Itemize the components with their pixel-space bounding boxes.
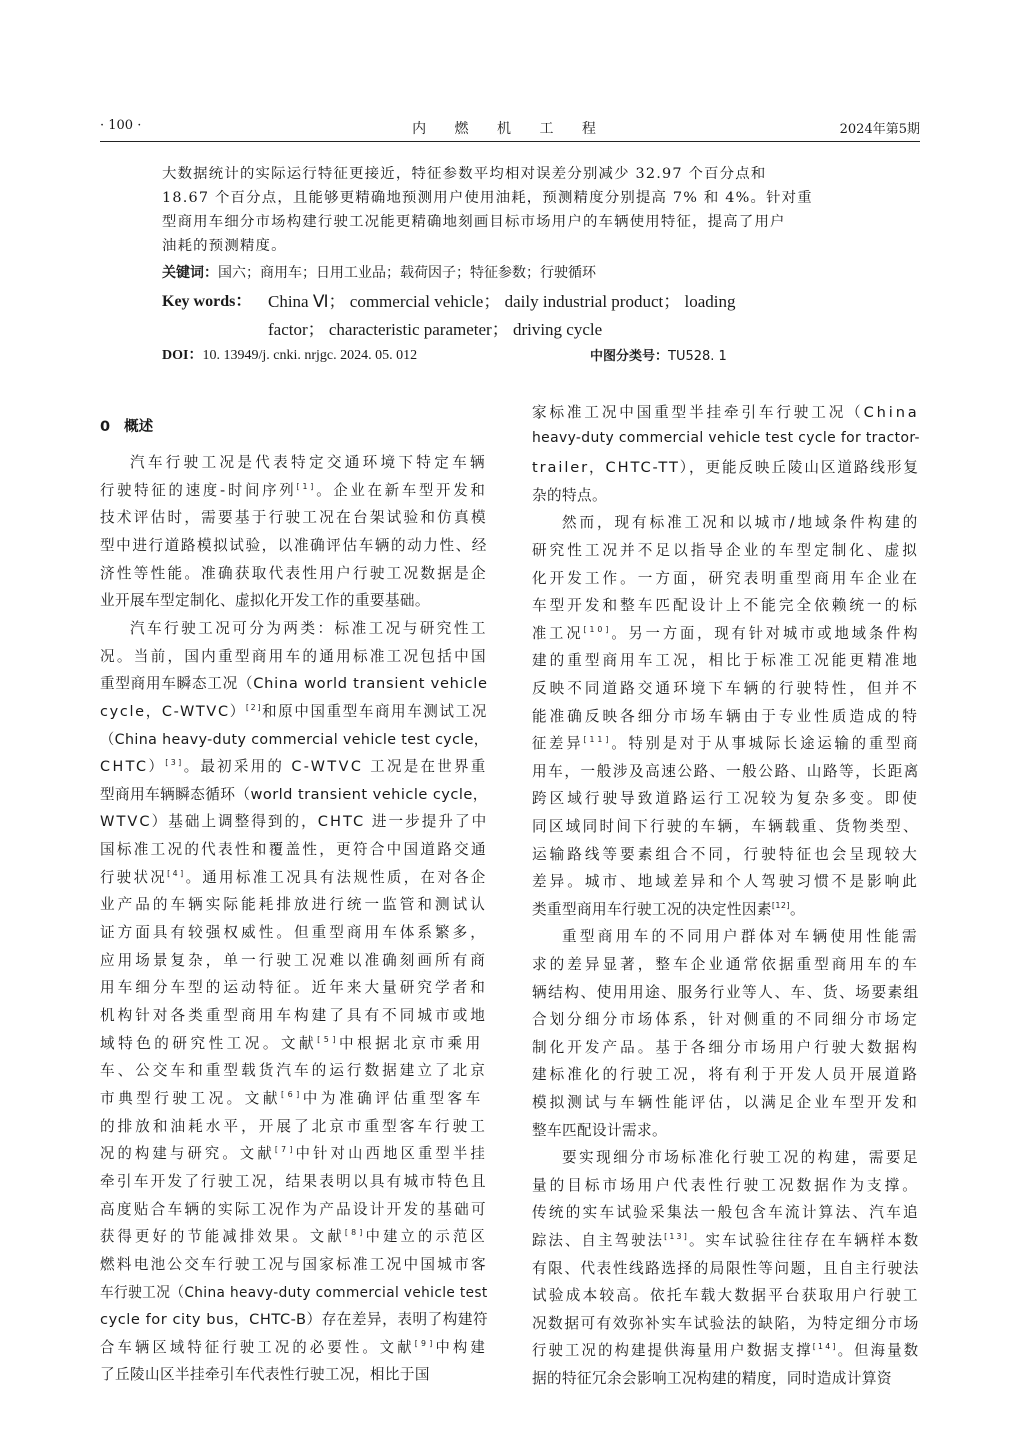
- body-line: 能准确反映各细分市场车辆由于专业性质造成的特: [532, 707, 920, 725]
- body-line: 反映不同道路交通环境下车辆的行驶特性，但并不: [532, 680, 920, 697]
- body-line: 型中进行道路模拟试验，以准确评估车辆的动力性、经: [100, 536, 488, 554]
- body-line: 型商用车辆瞬态循环（world transient vehicle cycle，: [100, 785, 488, 803]
- keywords-zh: [162, 262, 596, 282]
- body-line: 汽车行驶工况是代表特定交通环境下特定车辆: [130, 454, 488, 471]
- keywords-zh-label: 关键词：: [162, 265, 218, 281]
- issue-label: 2024年第5期: [839, 122, 920, 137]
- body-line: 跨区域行驶导致道路运行工况较为复杂多变。即使: [532, 790, 920, 808]
- keywords-en-line1: China Ⅵ； commercial vehicle； daily industrial product； loading: [268, 292, 736, 311]
- body-line: 技术评估时，需要基于行驶工况在台架试验和仿真模: [100, 509, 488, 527]
- body-line: （China heavy-duty commercial vehicle test cycle，: [100, 730, 489, 748]
- body-line: 证方面具有较强权威性。但重型商用车体系繁多，: [100, 924, 488, 942]
- body-line: 类重型商用车行驶工况的决定性因素[12]。: [532, 900, 805, 918]
- body-line: 整车匹配设计需求。: [532, 1121, 667, 1139]
- section-title: 概述: [124, 419, 154, 435]
- body-line: 行驶工况的构建提供海量用户数据支撑[14]。但海量数: [532, 1342, 921, 1360]
- body-line: 况的构建与研究。文献[7]中针对山西地区重型半挂: [100, 1145, 489, 1163]
- body-line: 用车，一般涉及高速公路、一般公路、山路等，长距离: [532, 762, 920, 780]
- body-line: 运输路线等要素组合不同，行驶特征也会呈现较大: [532, 845, 920, 863]
- body-line: 建的重型商用车工况，相比于标准工况能更精准地: [532, 652, 920, 670]
- body-line: 化开发工作。一方面，研究表明重型商用车企业在: [532, 569, 920, 587]
- body-line: 要实现细分市场标准化行驶工况的构建，需要足: [562, 1149, 920, 1167]
- body-line: 重型商用车瞬态工况（China world transient vehicle: [100, 675, 488, 693]
- header-rule: [100, 141, 920, 142]
- body-line: 市典型行驶工况。文献[6]中为准确评估重型客车: [100, 1089, 484, 1107]
- body-line: 的排放和油耗水平，开展了北京市重型客车行驶工: [100, 1117, 488, 1135]
- body-line: 用车细分车型的运动特征。近年来大量研究学者和: [100, 979, 488, 997]
- body-line: 征差异[11]。特别是对于从事城际长途运输的重型商: [532, 735, 921, 753]
- body-line: 准工况[10]。另一方面，现有针对城市或地域条件构: [532, 624, 921, 642]
- body-line: 然而，现有标准工况和以城市/地域条件构建的: [562, 514, 921, 532]
- body-line: cycle，C-WTVC）[2]和原中国重型车商用车测试工况: [100, 702, 488, 720]
- body-line: 差异。城市、地域差异和个人驾驶习惯不是影响此: [532, 873, 920, 891]
- body-line: 车行驶工况（China heavy-duty commercial vehicle test: [100, 1283, 488, 1301]
- body-line: 车型开发和整车匹配设计上不能完全依赖统一的标: [532, 597, 920, 615]
- body-line: 国标准工况的代表性和覆盖性，更符合中国道路交通: [100, 841, 488, 859]
- body-line: 机构针对各类重型商用车构建了具有不同城市或地: [100, 1007, 488, 1024]
- body-line: 业开展车型定制化、虚拟化开发工作的重要基础。: [100, 592, 430, 610]
- section-heading: [100, 415, 153, 436]
- abstract-line: 油耗的预测精度。: [162, 238, 287, 254]
- keywords-en-line2: factor； characteristic parameter； driving cycle: [268, 320, 603, 339]
- page-number: · 100 ·: [100, 118, 142, 133]
- body-line: 试验成本较高。依托车载大数据平台获取用户行驶工: [532, 1287, 920, 1305]
- doi-label: DOI：: [162, 348, 203, 363]
- body-line: 合划分细分市场体系，针对侧重的不同细分市场定: [532, 1011, 920, 1029]
- body-line: 了丘陵山区半挂牵引车代表性行驶工况，相比于国: [100, 1366, 430, 1384]
- body-line: 求的差异显著，整车企业通常依据重型商用车的车: [532, 956, 920, 973]
- doi-value: 10. 13949/j. cnki. nrjgc. 2024. 05. 012: [202, 348, 418, 363]
- doi: [162, 344, 417, 364]
- body-line: WTVC）基础上调整得到的，CHTC 进一步提升了中: [100, 813, 489, 831]
- body-line: 业产品的车辆实际能耗排放进行统一监管和测试认: [100, 896, 488, 914]
- abstract-line: 大数据统计的实际运行特征更接近，特征参数平均相对误差分别减少 32.97 个百分点和: [162, 166, 767, 182]
- keywords-zh-text: 国六；商用车；日用工业品；载荷因子；特征参数；行驶循环: [218, 265, 596, 281]
- abstract-line: 18.67 个百分点，且能够更精确地预测用户使用油耗，预测精度分别提高 7% 和 4%。针对重: [162, 190, 813, 206]
- body-line: 传统的实车试验采集法一般包含车流计算法、汽车追: [532, 1204, 920, 1222]
- body-line: 高度贴合车辆的实际工况作为产品设计开发的基础可: [100, 1200, 488, 1218]
- clc-number: [590, 345, 727, 364]
- body-line: 研究性工况并不足以指导企业的车型定制化、虚拟: [532, 542, 920, 559]
- body-line: 同区域同时间下行驶的车辆，车辆载重、货物类型、: [532, 818, 920, 835]
- body-line: trailer，CHTC-TT），更能反映丘陵山区道路线形复: [532, 459, 920, 477]
- body-line: 重型商用车的不同用户群体对车辆使用性能需: [562, 928, 920, 946]
- running-header: [100, 118, 920, 138]
- body-line: cycle for city bus，CHTC-B）存在差异，表明了构建符: [100, 1311, 489, 1329]
- clc-value: TU528. 1: [668, 349, 727, 364]
- body-line: 据的特征冗余会影响工况构建的精度，同时造成计算资: [532, 1370, 892, 1387]
- body-line: 况。当前，国内重型商用车的通用标准工况包括中国: [100, 647, 488, 665]
- body-line: 获得更好的节能减排效果。文献[8]中建立的示范区: [100, 1228, 489, 1246]
- body-line: 行驶特征的速度-时间序列[1]。企业在新车型开发和: [100, 481, 488, 499]
- body-line: 车、公交车和重型载货汽车的运行数据建立了北京: [100, 1062, 488, 1080]
- body-line: 行驶状况[4]。通用标准工况具有法规性质，在对各企: [100, 868, 488, 886]
- body-line: CHTC）[3]。最初采用的 C-WTVC 工况是在世界重: [100, 758, 488, 776]
- body-line: 家标准工况中国重型半挂牵引车行驶工况（China: [532, 404, 920, 421]
- body-line: 制化开发产品。基于各细分市场用户行驶大数据构: [532, 1038, 920, 1056]
- body-line: 牵引车开发了行驶工况，结果表明以具有城市特色且: [100, 1172, 488, 1190]
- body-line: 域特色的研究性工况。文献[5]中根据北京市乘用: [100, 1034, 484, 1052]
- keywords-en-label: Key words：: [162, 293, 252, 310]
- body-line: 模拟测试与车辆性能评估，以满足企业车型开发和: [532, 1094, 920, 1111]
- body-line: 燃料电池公交车行驶工况与国家标准工况中国城市客: [100, 1255, 488, 1273]
- clc-label: 中图分类号：: [590, 349, 669, 364]
- body-line: 踪法、自主驾驶法[13]。实车试验往往存在车辆样本数: [532, 1232, 921, 1249]
- section-number: 0: [100, 419, 111, 435]
- body-line: heavy-duty commercial vehicle test cycle for tractor-: [532, 428, 920, 446]
- body-line: 况数据可有效弥补实车试验法的缺陷，为特定细分市场: [532, 1314, 920, 1332]
- body-line: 合车辆区域特征行驶工况的必要性。文献[9]中构建: [100, 1338, 489, 1356]
- body-line: 量的目标市场用户代表性行驶工况数据作为支撑。: [532, 1176, 920, 1194]
- abstract-line: 型商用车细分市场构建行驶工况能更精确地刻画目标市场用户的车辆使用特征，提高了用户: [162, 214, 786, 230]
- body-line: 有限、代表性线路选择的局限性等问题，且自主行驶法: [532, 1259, 920, 1277]
- body-line: 应用场景复杂，单一行驶工况难以准确刻画所有商: [100, 951, 488, 969]
- body-line: 杂的特点。: [532, 486, 607, 504]
- body-line: 辆结构、使用用途、服务行业等人、车、货、场要素组: [532, 983, 920, 1001]
- body-line: 济性等性能。准确获取代表性用户行驶工况数据是企: [100, 564, 488, 582]
- body-line: 汽车行驶工况可分为两类：标准工况与研究性工: [130, 619, 488, 637]
- body-line: 建标准化的行驶工况，将有利于开发人员开展道路: [532, 1066, 920, 1084]
- journal-name: 内 燃 机 工 程: [412, 121, 608, 137]
